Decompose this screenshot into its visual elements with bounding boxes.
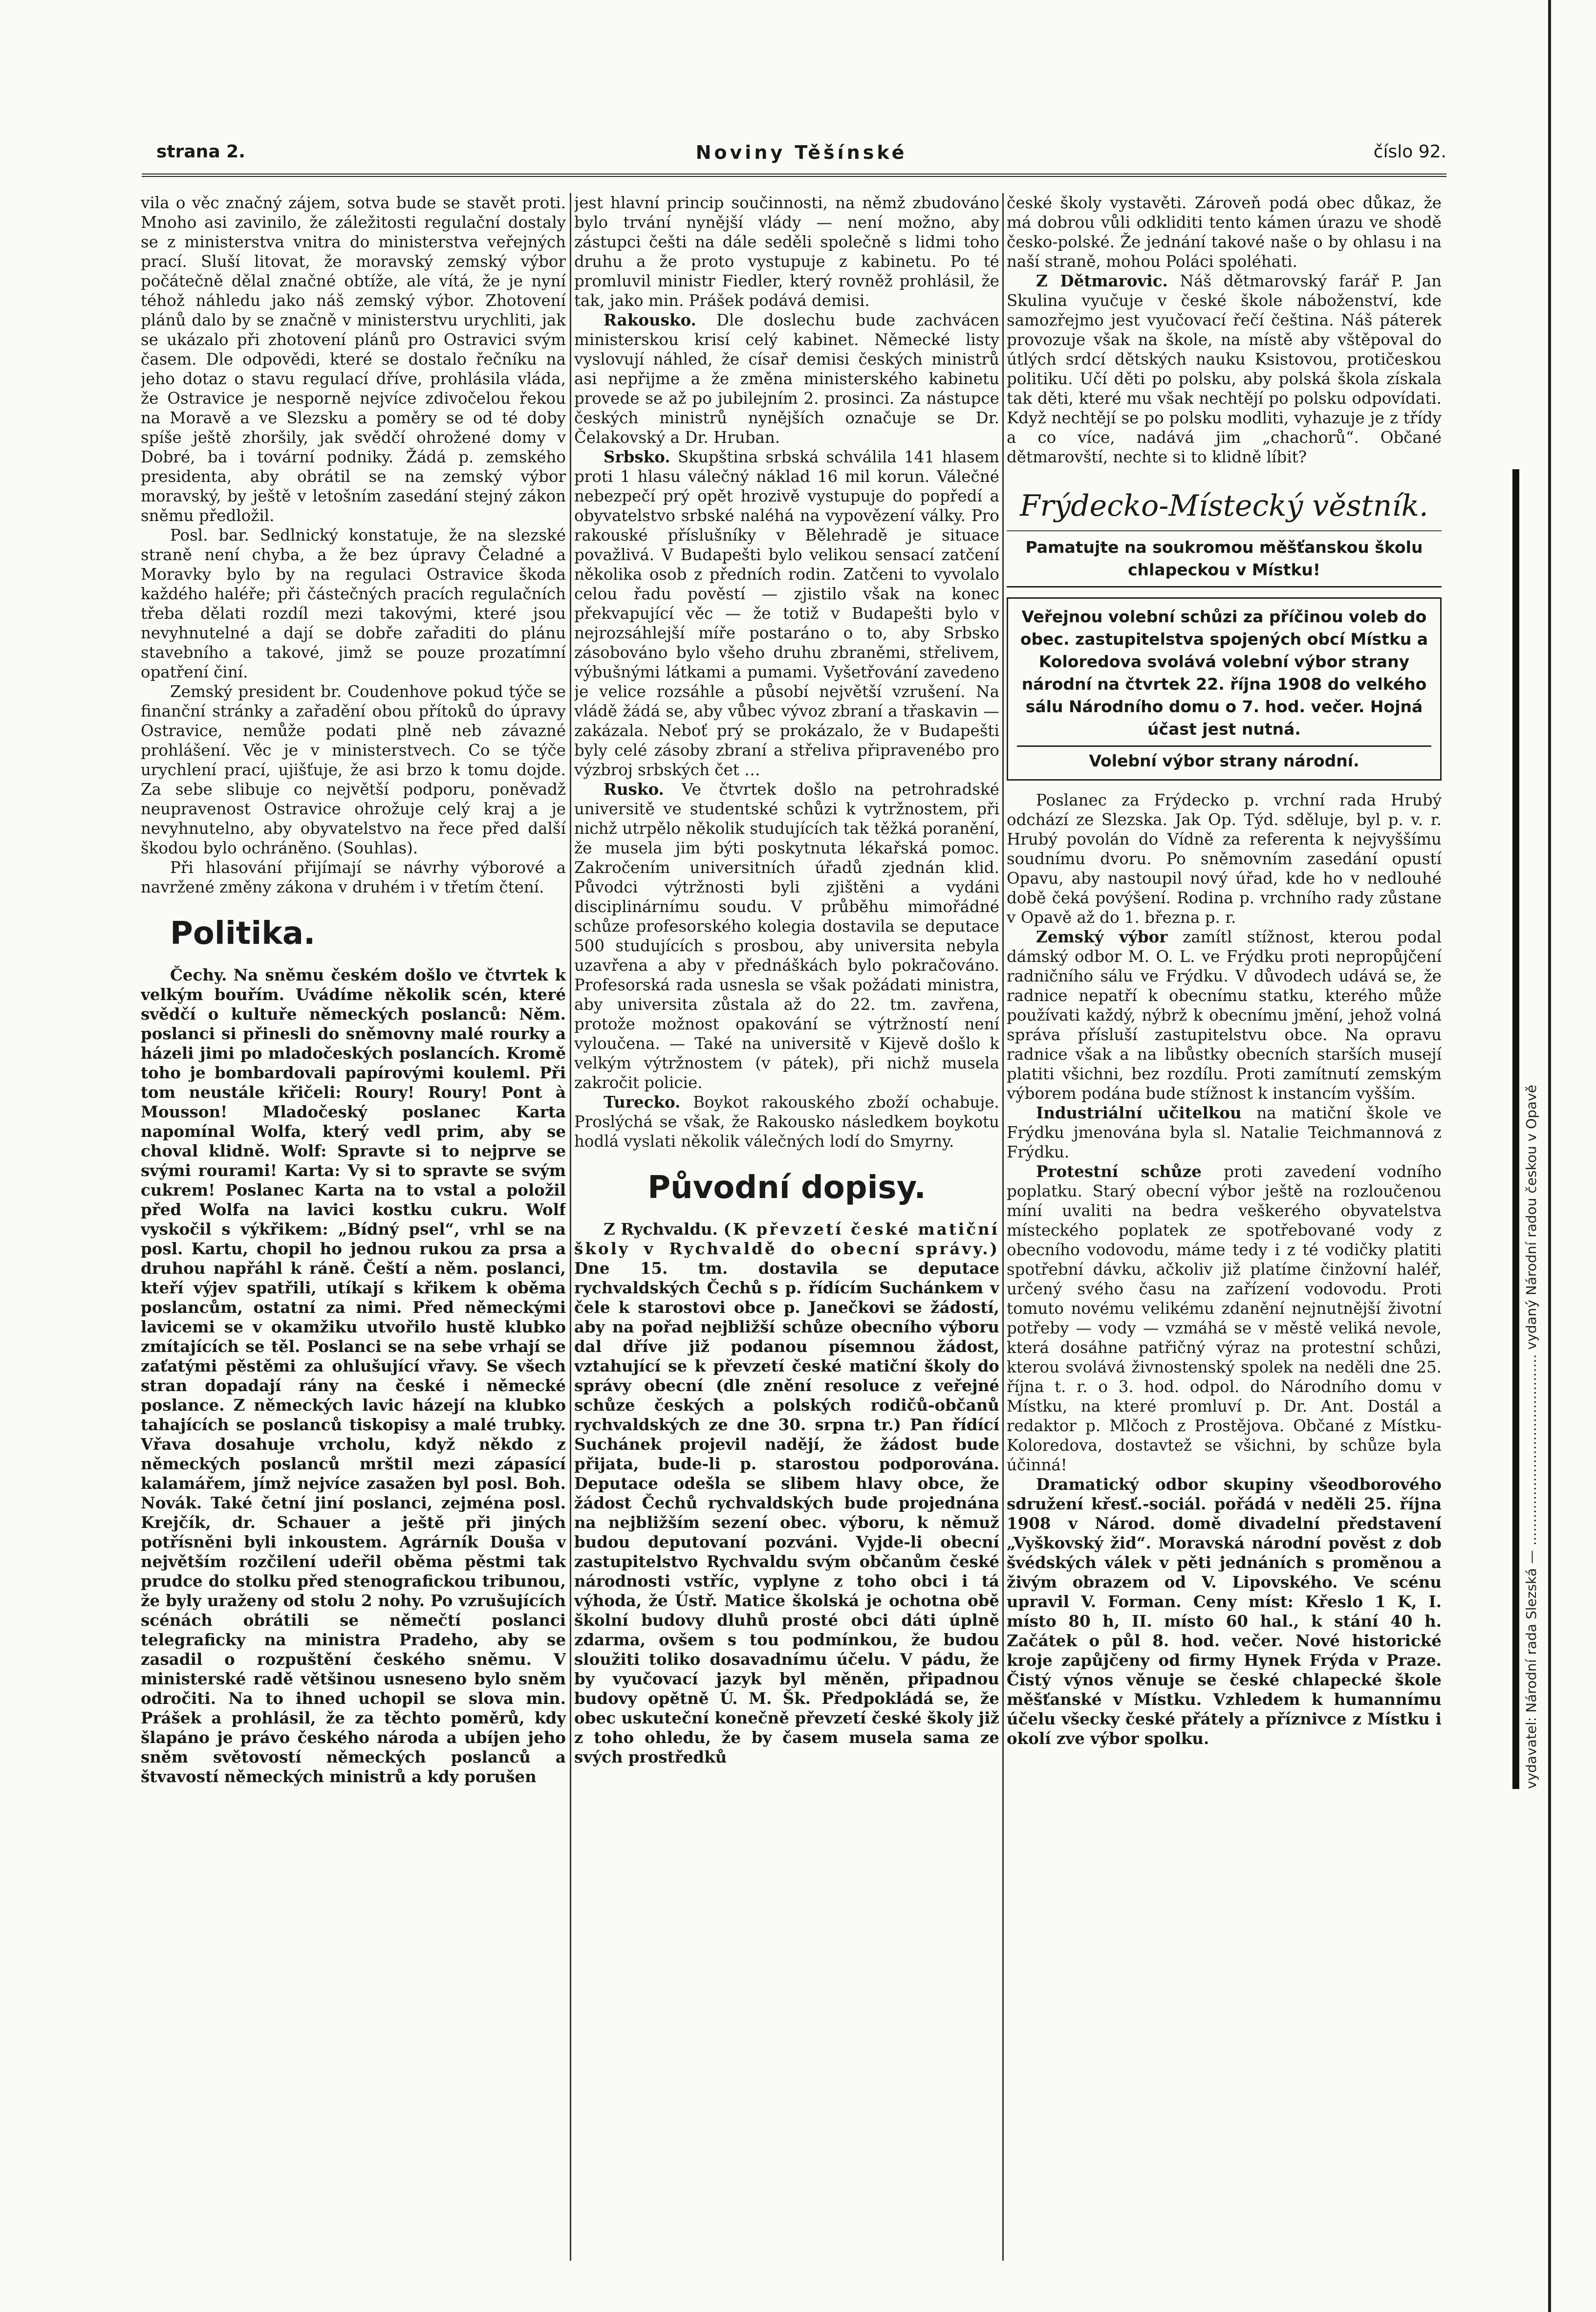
page-header bbox=[156, 142, 1446, 171]
article-paragraph bbox=[574, 310, 999, 447]
section-title-politika: Politika. bbox=[170, 916, 316, 952]
article-text: Ve čtvrtek došlo na petrohradské universitě ve studentské schůzi k vytržnostem, při nichž utrpělo několik studujících tak těžká poranění, že musela jim býti poskytnuta lékařská pomoc. Zakročením universitních úřadů zjednán klid. Původci výtržnosti byli zjištěni a vydáni disciplinárnímu soudu. V průběhu mimořádné schůze profesorského kolegia dostavila se deputace 500 studujících s prosbou, aby universita nebyla uzavřena a aby v přednáškách bylo pokračováno. Profesorská rada usnesla se však požádati ministra, aby universita zůstala až do 22. tm. zavřena, protože možnost opakování se výtržností není vyloučena. — Také na universitě v Kijevě došlo k velkým výtržnostem (v pátek), při nichž musela zakročit policie. bbox=[574, 780, 999, 1092]
article-lead: Industriální učitelkou bbox=[1036, 1103, 1242, 1122]
issue-number: číslo 92. bbox=[1373, 142, 1446, 162]
header-rule bbox=[142, 174, 1446, 177]
column-3 bbox=[1007, 193, 1442, 2261]
article-paragraph: Poslanec za Frýdecko p. vrchní rada Hrubý odchází ze Slezska. Jak Op. Týd. sděluje, byl p. v. r. Hrubý povolán do Vídně za referenta k nejvyššímu soudnímu dvoru. Po sněmovním zasedání opustí Opavu, aby nastoupil nový úřad, kde ho v nedlouhé době čeká povýšení. Rodina p. vrchního rady zůstane v Opavě až do 1. března p. r. bbox=[1007, 791, 1442, 927]
article-text: zamítl stížnost, kterou podal dámský odbor M. O. L. ve Frýdku proti nepropůjčení radničního sálu ve Frýdku. V důvodech udává se, že radnice nepatří k obecnímu statku, kterého může používati každý, nýbrž k obecnímu jmění, jehož volná správa přísluší zastupitelstvu obce. Na opravu radnice však a na libůstky obecních starších musejí platiti všichni, bez rozdílu. Proti zamítnutí zemským výborem podána bude stížnost k instancím vyšším. bbox=[1007, 928, 1442, 1103]
column-rule bbox=[1002, 193, 1004, 2261]
article-text: Boykot rakouského zboží ochabuje. Proslýchá se však, že Rakousko následkem boykotu hodlá vyslati několik válečných lodí do Smyrny. bbox=[574, 1093, 999, 1151]
article-paragraph: Posl. bar. Sedlnický konstatuje, že na slezské straně není chyba, a že bez úpravy Čeladné a Moravky bylo by na regulaci Ostravice škoda každého haléře; při částečných pracích regulačních třeba dělati rozdíl mezi takovými, které jsou nevyhnutelné a dají se dobře zařaditi do plánu stavebního a takové, jimž se pouze prozatímní opatření činí. bbox=[141, 526, 566, 681]
article-paragraph: Při hlasování přijímají se návrhy výborové a navržené změny zákona v druhém i v třetím čtení. bbox=[141, 858, 566, 896]
article-lead: Rusko. bbox=[604, 780, 664, 799]
article-paragraph: české školy vystavěti. Zároveň podá obec důkaz, že má dobrou vůli odkliditi tento kámen úrazu ve shodě česko-polské. Že jednání takové naše o by ohlasu i na naší straně, mohou Poláci spoléhati. bbox=[1007, 194, 1442, 271]
article-paragraph bbox=[574, 1220, 999, 1767]
article-paragraph bbox=[1007, 1162, 1442, 1475]
advert-election-meeting bbox=[1007, 597, 1442, 781]
margin-strip bbox=[1512, 469, 1542, 1789]
article-paragraph bbox=[574, 780, 999, 1092]
page-number: strana 2. bbox=[156, 142, 245, 162]
article-lead: Čechy. bbox=[170, 965, 227, 984]
article-paragraph bbox=[1007, 271, 1442, 467]
section-title-vestnik: Frýdecko-Místecký věstník. bbox=[1007, 486, 1442, 531]
article-text: Skupština srbská schválila 141 hlasem proti 1 hlasu válečný náklad 16 mil korun. Válečné nebezpečí prý opět hrozivě vystupuje do popředí a obyvatelstvo srbské naléhá na vypovězení války. Pro rakouské příslušníky v Bělehradě je situace považlivá. V Budapešti bylo velikou sensací zatčení několika osob z předních rodin. Zatčeni to vyvolalo celou řadu pověstí — zjistilo však na konec překvapující věc — že totiž v Budapešti bylo v nejrozsáhlejší míře postaráno o to, aby Srbsko zásobováno bylo všeho druhu zbraněmi, střelivem, výbušnými látkami a pumami. Vyšetřování zavedeno je velice rozsáhle a působí největší vzrušení. Na vládě žádá se, aby vůbec vývoz zbraní a třaskavin — zakázala. Neboť prý se prokázalo, že v Budapešti byly celé zásoby zbraní a střeliva připravenébo pro výzbroj srbských čet … bbox=[574, 448, 999, 779]
article-lead: Protestní schůze bbox=[1036, 1162, 1202, 1181]
article-text: Na sněmu českém došlo ve čtvrtek k velkým bouřím. Uvádíme několik scén, které svědčí o kultuře německých poslanců: Něm. poslanci si přinesli do sněmovny malé rourky a házeli jimi po mladočeských poslancích. Kromě toho je bombardovali papírovými kouleml. Při tom neustále křičeli: Roury! Roury! Pont à Mousson! Mladočeský poslanec Karta napomínal Wolfa, který vedl prim, aby se choval klidně. Wolf: Spravte si to nejprve se svými rourami! Karta: Vy si to spravte se svým cukrem! Poslanec Karta na to vstal a položil před Wolfa na lavici kostku cukru. Wolf vyskočil s výkřikem: „Bídný psel“, vrhl se na posl. Kartu, chopil ho jednou rukou za prsa a druhou napřáhl k ráně. Čeští a něm. poslanci, kteří výjev spatřili, utíkají s křikem k oběma poslancům, ostatní za nimi. Před německými lavicemi se v okamžiku utvořilo hustě klubko zmítajících se těl. Poslanci se na sebe vrhají se zaťatými pěstěmi za ohlušující vřavy. Se všech stran dopadají rány na české i německé poslance. Z německých lavic házejí na klubko tahajících se poslanců tiskopisy a malé trubky. Vřava dosahuje vrcholu, když někdo z německých poslanců mrštil mezi zápasící kalamářem, jímž nejvíce zasažen byl posl. Boh. Novák. Také četní jiní poslanci, zejména posl. Krejčík, dr. Schauer a ještě při jiných potřísněni byli inkoustem. Agrárník Douša v největším rozčilení udeřil oběma pěstmi tak prudce do stolku před stenografickou tribunou, že byly uraženy od stolu 2 nohy. Po vzrušujících scénách obrátili se němečtí poslanci telegraficky na ministra Pradeho, aby se zasadil o rozpuštění českého sněmu. V ministerské radě většinou usneseno bylo sněm odročiti. Na to ihned uchopil se slova min. Prášek a prohlásil, že za těchto poměrů, kdy šlapáno je právo českého národa a ubíjen jeho sněm světovostí německých poslanců a štvavostí německých ministrů a kdy porušen bbox=[141, 965, 566, 1786]
article-lead: Turecko. bbox=[604, 1092, 681, 1112]
column-2 bbox=[574, 193, 999, 2261]
scan-edge bbox=[1548, 0, 1551, 2312]
article-paragraph: vila o věc značný zájem, sotva bude se stavět proti. Mnoho asi zavinilo, že záležitosti regulační dostaly se z ministerstva vnitra do ministerstva veřejných prací. Sluší litovat, že moravský zemský výbor počátečně dělal značné obtíže, ale vítá, že je nyní téhož náhledu jako náš zemský výbor. Zhotovení plánů dalo by se značně v ministerstvu urychliti, jak se ukázalo při zhotovení plánů pro Ostravici svým časem. Dle odpovědi, které se dostalo řečníku na jeho dotaz o stavu regulací dříve, prohlásila vláda, že Ostravice je nesporně nejvíce zdivočelou řekou na Moravě a ve Slezsku a poměry se od té doby spíše ještě zhoršily, jak svědčí ohrožené domy v Dobré, ba i tovární podniky. Žádá p. zemského presidenta, aby obrátil se na zemský výbor moravský, by ještě v letošním zasedání stejný zákon sněmu předložil. bbox=[141, 194, 566, 525]
newspaper-title: Noviny Těšínské bbox=[695, 142, 907, 163]
article-lead: Dramatický odbor bbox=[1036, 1475, 1208, 1494]
article-text: na matiční škole ve Frýdku jmenována byla sl. Natalie Teichmannová z Frýdku. bbox=[1007, 1104, 1442, 1161]
advert-school: Pamatujte na soukromou měšťanskou školu chlapeckou v Místku! bbox=[1007, 536, 1442, 588]
advert-text: Veřejnou volební schůzi za příčinou voleb do obec. zastupitelstva spojených obcí Místku a Koloredova svolává volební výbor strany národní na čtvrtek 22. října 1908 do velkého sálu Národního domu o 7. hod. večer. Hojná účast jest nutná. bbox=[1020, 607, 1428, 739]
article-text: Dle doslechu bude zachvácen ministerskou krisí celý kabinet. Německé listy vyslovují náhled, že císař demisi českých ministrů asi nepřijme a že změna ministerského kabinetu provede se až po jubilejním 2. prosinci. Za nástupce českých ministrů nynějších označuje se Dr. Čelakovský a Dr. Hruban. bbox=[574, 311, 999, 447]
article-lead: Z Dětmarovic. bbox=[1036, 271, 1168, 290]
column-1 bbox=[141, 193, 566, 2261]
article-paragraph bbox=[1007, 927, 1442, 1103]
article-text: Dne 15. tm. dostavila se deputace rychvaldských Čechů s p. řídícím Suchánkem v čele k starostovi obce p. Janečkovi se žádostí, aby na pořad nejbližší schůze obecního výboru dal dříve již podanou písemnou žádost, vztahující se k převzetí české matiční školy do správy obecní (dle znění resoluce z veřejné schůze českých a polských rodičů-občanů rychvaldských ze dne 30. srpna tr.) Pan řídící Suchánek projevil nadějí, že žádost bude přijata, bude-li p. starostou podporována. Deputace odešla se slibem hlavy obce, že žádost Čechů rychvaldských bude projednána na nejbližším sezení obec. výboru, k němuž budou deputovaní pozváni. Vyjde-li obecní zastupitelstvo Rychvaldu svým občanům české národnosti vstříc, vyplyne z toho obci i tá výhoda, že Ústř. Matice školská je ochotna obě školní budovy dluhů prosté obci dáti úplně zdarma, ovšem s tou podmínkou, že budou sloužiti toliko dosavadnímu účelu. V pádu, že by vyučovací jazyk byl měněn, připadnou budovy opětně Ú. M. Šk. Předpokládá se, že obec uskuteční konečně převzetí české školy již z toho ohledu, že by časem musela sama ze svých prostředků bbox=[574, 1259, 999, 1767]
article-paragraph: jest hlavní princip součinnosti, na němž zbudováno bylo trvání nynější vlády — není možno, aby zástupci češti na dále seděli společně s lidmi toho druhu a že proto vystupuje z kabinetu. Po té promluvil ministr Fiedler, který rovněž prohlásil, že tak, jako min. Prášek podává demisi. bbox=[574, 194, 999, 310]
article-lead: Zemský výbor bbox=[1036, 927, 1168, 946]
article-lead: Srbsko. bbox=[604, 447, 670, 466]
section-title-dopisy: Původní dopisy. bbox=[647, 1170, 926, 1206]
article-text: proti zavedení vodního poplatku. Starý obecní výbor ještě na rozloučenou míní uvaliti na bedra veškerého obyvatelstva místeckého poplatek ze spotřebované vody z obecního vodovodu, máme tedy i z té vodičky platiti spotřební dávku, ačkoliv již platíme činžovní haléř, určený svého času na zařízení vodovodu. Proti tomuto novému velikému zdanění nejnutnější životní potřeby — vody — vzmáhá se v městě veliká nevole, která dosáhne patřičný výraz na protestní schůzi, kterou svolává živnostenský spolek na neděli dne 25. října t. r. o 3. hod. odpol. do Národního domu v Místku, na které promluví p. Dr. Ant. Dostál a redaktor p. Mlčoch z Prostějova. Občané z Místku-Koloredova, dostavtež se všichni, by schůze byla účinná! bbox=[1007, 1162, 1442, 1474]
article-subtitle: (K převzetí české matiční školy v Rychvaldě do obecní správy.) bbox=[574, 1220, 999, 1258]
article-paragraph bbox=[1007, 1475, 1442, 1748]
column-rule bbox=[570, 193, 571, 2261]
article-text: Náš dětmarovský farář P. Jan Skulina vyučuje v české škole náboženství, kde samozřejmo jest vyučovací řečí čeština. Náš páterek provozuje však na škole, na místě aby vštěpoval do útlých srdcí dětských nauku Ksistovou, protičeskou politiku. Učí děti po polsku, aby polská škola získala tak děti, které mu však nechtějí po polsku odpovídati. Když nechtějí se po polsku modliti, vyhazuje je z třídy a co více, nadává jim „chachorů“. Občané dětmarovští, nechte si to klidně líbit? bbox=[1007, 272, 1442, 466]
article-paragraph: Zemský president br. Coudenhove pokud týče se finanční stránky a zařadění obou přítoků do úpravy Ostravice, nemůže podati plně neb závazné prohlášení. Věc je v ministerstvech. Co se týče urychlení prací, ujišťuje, že asi brzo k tomu dojde. Za sebe slibuje co největší podporu, poněvadž neupravenost Ostravice ohrožuje celý kraj a je nevyhnutelno, aby obyvatelstvo na řece před další škodou bylo ochráněno. (Souhlas). bbox=[141, 682, 566, 857]
article-paragraph bbox=[574, 1092, 999, 1151]
article-paragraph bbox=[1007, 1103, 1442, 1162]
article-text: skupiny všeodborového sdružení křesť.-sociál. pořádá v neděli 25. října 1908 v Národ. domě divadelní představení „Vyškovský žid“. Moravská národní pověst z dob švédských válek v pěti jednáních s proměnou a živým obrazem od V. Lipovského. Ve scénu upravil V. Forman. Ceny míst: Křeslo 1 K, I. místo 80 h, II. místo 60 hal., k stání 40 h. Začátek o půl 8. hod. večer. Nové historické kroje zapůjčeny od firmy Hynek Frýda v Praze. Čistý výnos věnuje se české chlapecké škole měšťanské v Místku. Vzhledem k humannímu účelu všecky české přátely a příznivce z Místku i okolí zve výbor spolku. bbox=[1007, 1475, 1442, 1748]
margin-text: vydavatel: Národní rada Slezská — …………………………………… vydaný Národní radou českou v Opavě bbox=[1523, 1085, 1539, 1789]
article-lead: Rakousko. bbox=[604, 310, 696, 329]
article-lead: Z Rychvaldu. bbox=[604, 1220, 718, 1239]
margin-bar bbox=[1512, 469, 1519, 1789]
article-paragraph bbox=[574, 447, 999, 780]
advert-signature: Volební výbor strany národní. bbox=[1017, 745, 1431, 772]
article-paragraph bbox=[141, 965, 566, 1787]
